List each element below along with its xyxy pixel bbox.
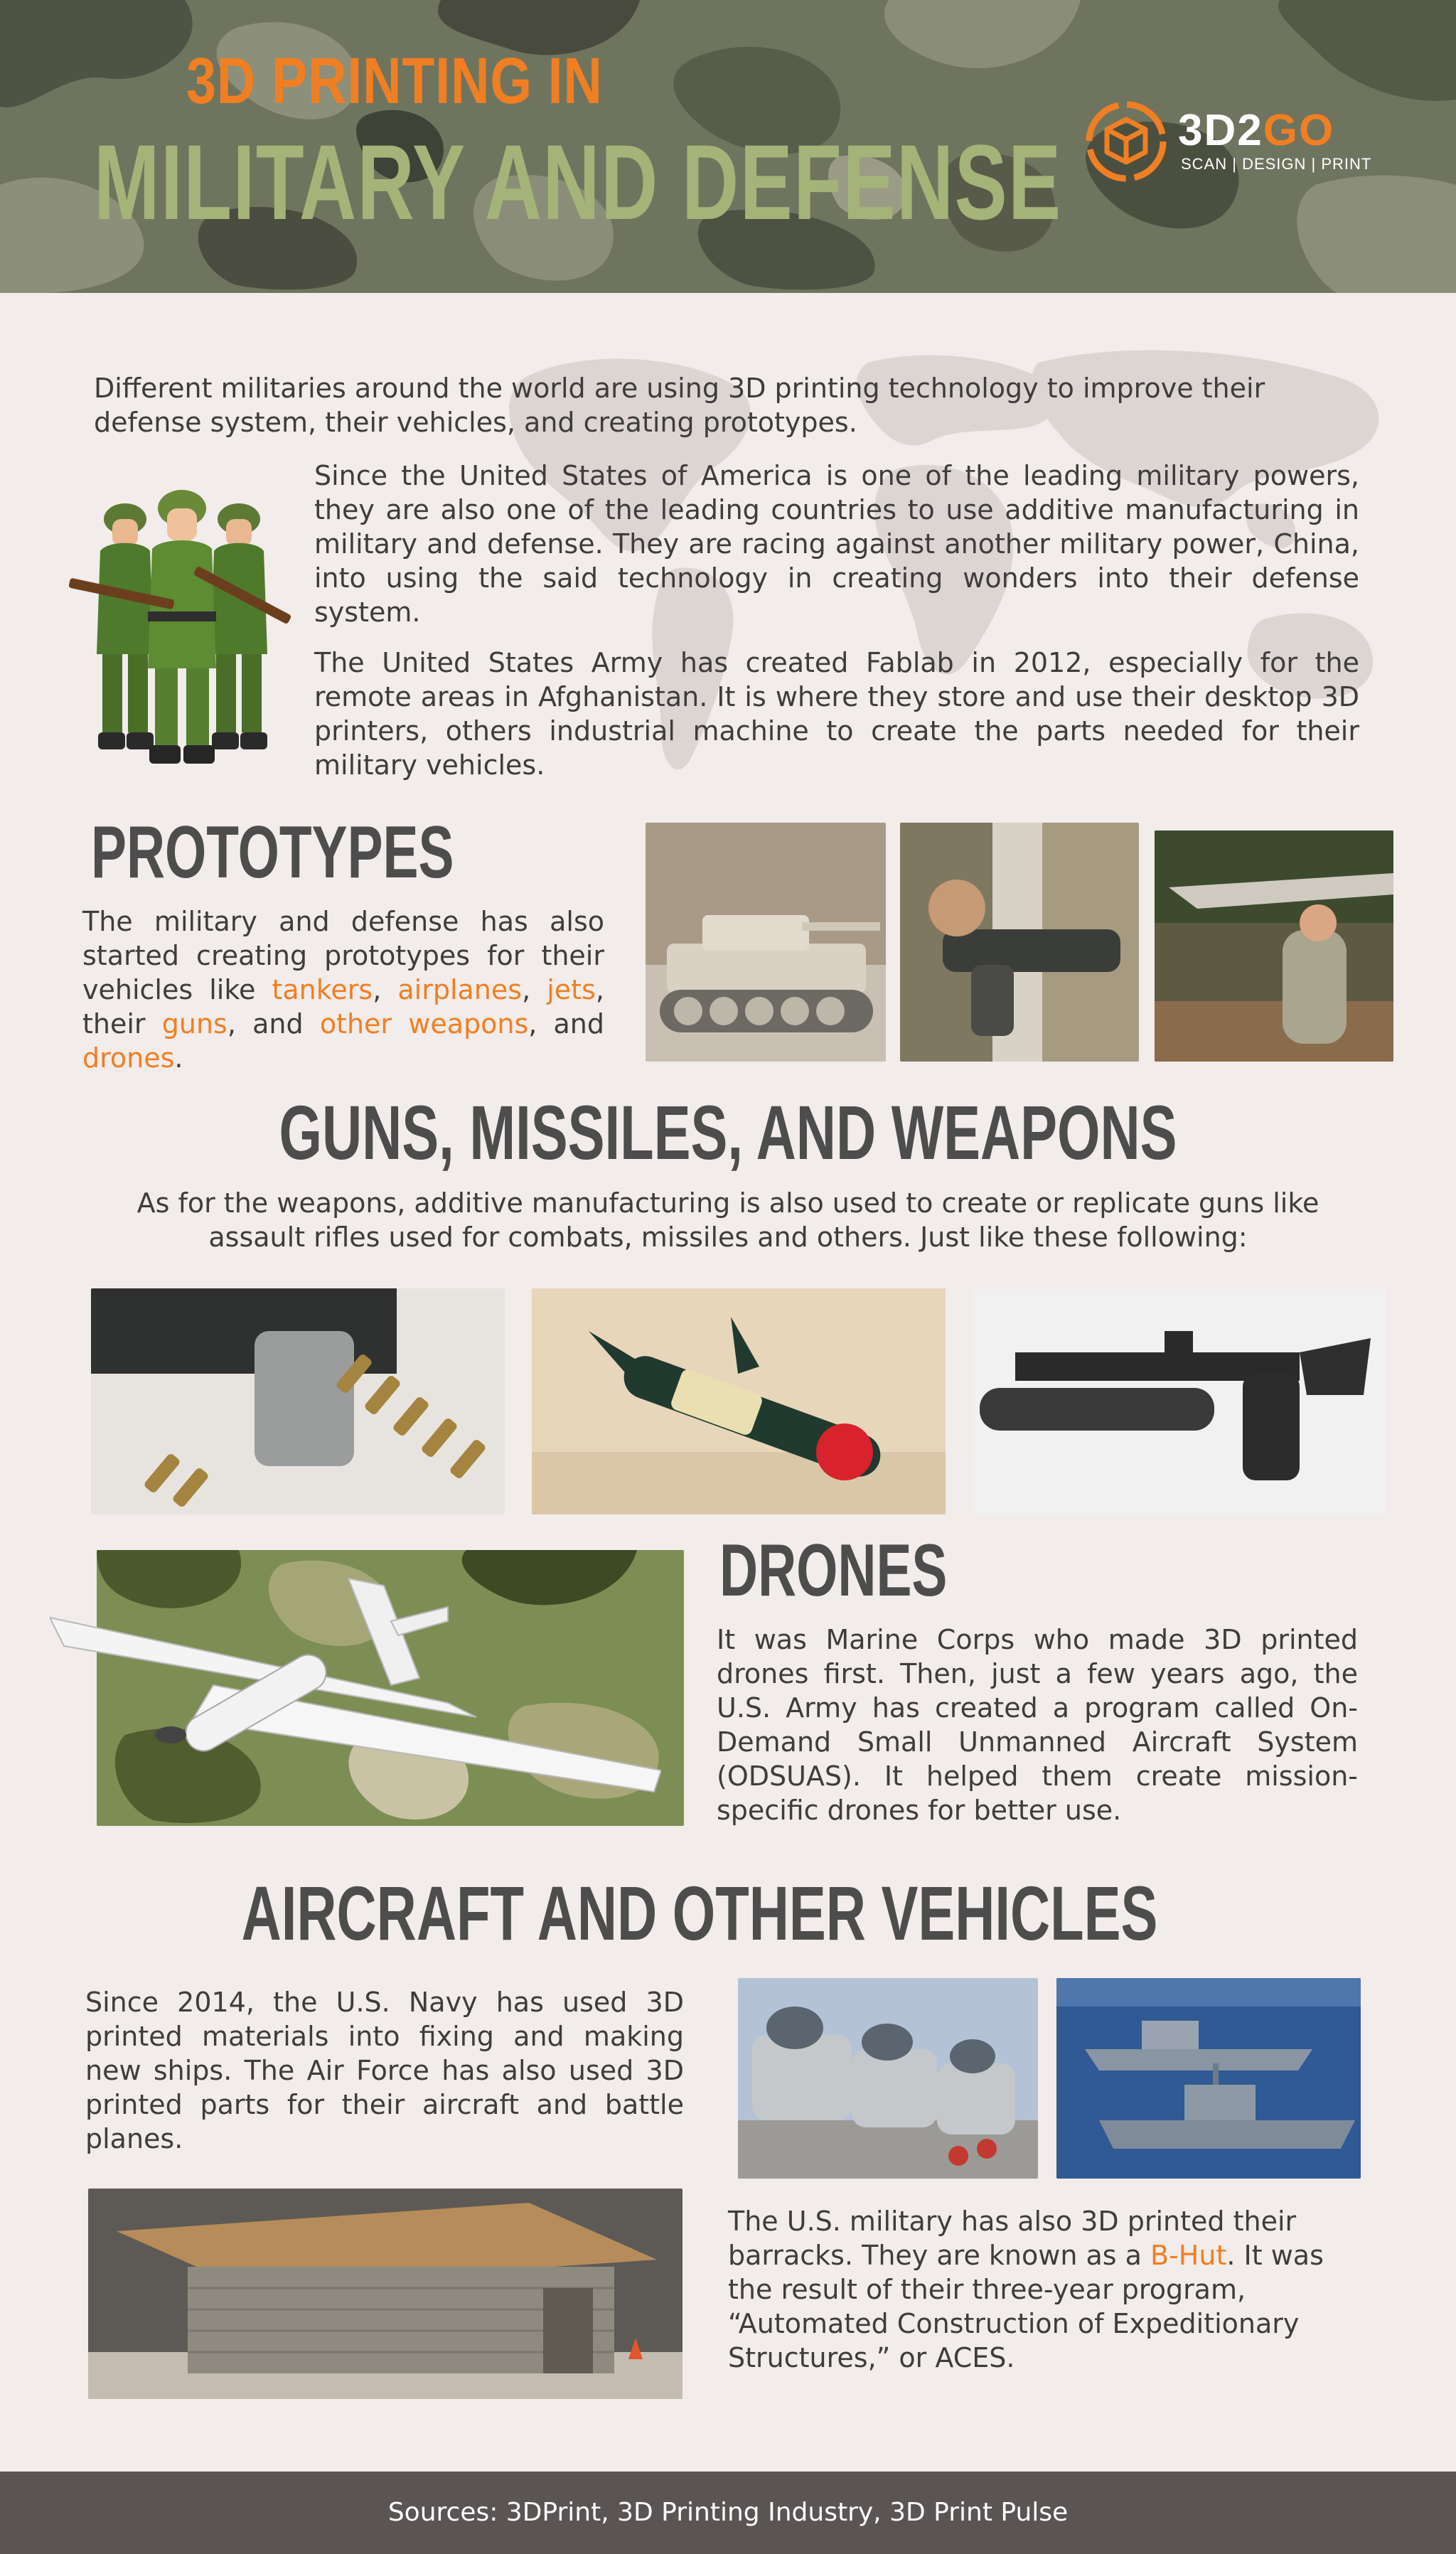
drones-text: It was Marine Corps who made 3D printed drones first. Then, just a few years ago, the U.S. Army has created a program called On-Demand Small Unmanned Aircraft System (ODSUAS). It helped them create mission-specific drones for better use. (717, 1624, 1358, 1826)
usa-leading-paragraph: Since the United States of America is one of the leading military powers, they are also one of the leading countries to use additive manufacturing in military and defense. They are racing against another military power, China, into using the said technology in creating wonders into their defense system. (314, 460, 1359, 628)
aircraft-text: Since 2014, the U.S. Navy has used 3D printed materials into fixing and making new ships. The Air Force has also used 3D printed parts for their aircraft and battle planes. (85, 1987, 684, 2154)
tank-prototype-photo (646, 823, 886, 1062)
drones-title: DRONES (719, 1529, 948, 1612)
b-hut-link[interactable]: B-Hut (1150, 2240, 1227, 2271)
prototypes-link-drones[interactable]: drones (82, 1042, 175, 1074)
drone-launch-photo (1155, 830, 1393, 1062)
missile-photo (532, 1288, 946, 1514)
ammunition-photo (91, 1288, 505, 1514)
prototypes-link-guns[interactable]: guns (161, 1008, 228, 1040)
prototypes-separator-3: , their (82, 974, 604, 1040)
logo-name-part1: 3D2 (1178, 106, 1263, 155)
drone-model-image (50, 1564, 661, 1806)
logo-name-part2: GO (1263, 106, 1335, 155)
aircraft-title: AIRCRAFT AND OTHER VEHICLES (241, 1870, 1158, 1956)
header-banner (0, 0, 1456, 293)
soldiers-illustration (68, 469, 296, 768)
fablab-paragraph: The United States Army has created Fablab in 2012, especially for the remote areas in Afghanistan. It is where they store and use their desktop 3D printers, others industrial machine to create the parts needed for their military vehicles. (314, 647, 1359, 781)
b-hut-barracks-photo (88, 2189, 682, 2399)
prototypes-separator-4: , and (227, 1008, 320, 1040)
weapons-title: GUNS, MISSILES, AND WEAPONS (279, 1089, 1177, 1175)
fighter-jets-photo (738, 1978, 1038, 2179)
logo-tagline: SCAN | DESIGN | PRINT (1181, 155, 1372, 173)
brand-logo[interactable] (1084, 100, 1372, 185)
prototypes-link-jets[interactable]: jets (547, 974, 596, 1005)
footer-bar (0, 2472, 1456, 2554)
prototypes-separator-5: , and (528, 1008, 605, 1040)
prototypes-text-end: . (174, 1042, 183, 1074)
intro-text: Different militaries around the world are using 3D printing technology to improve their defense system, their vehicles, and creating prototypes. (94, 373, 1265, 438)
prototypes-text-start: The military and defense has also started creating prototypes for their vehicles like (82, 906, 604, 1005)
header-title-top: 3D PRINTING IN (186, 45, 603, 117)
navy-ships-photo (1056, 1978, 1361, 2179)
prototypes-separator-2: , (522, 974, 547, 1005)
barracks-text-end: . It was the result of their three-year program, “Automated Construction of Expeditionary Structures,” or ACES. (728, 2240, 1324, 2373)
prototypes-title: PROTOTYPES (91, 811, 454, 894)
weapons-text: As for the weapons, additive manufacturing is also used to create or replicate guns like assault rifles used for combats, missiles and others. Just like these following: (136, 1187, 1320, 1253)
prototypes-link-tankers[interactable]: tankers (272, 974, 373, 1005)
header-title-main: MILITARY AND DEFENSE (94, 122, 1062, 242)
logo-name (1178, 105, 1334, 156)
prototypes-text (82, 904, 604, 1075)
prototypes-link-other-weapons[interactable]: other weapons (319, 1008, 529, 1040)
barracks-text-start: The U.S. military has also 3D printed their barracks. They are known as a (728, 2206, 1297, 2271)
sources-text: Sources: 3DPrint, 3D Printing Industry, 3D Print Pulse (387, 2498, 1069, 2527)
barracks-text (728, 2204, 1354, 2375)
grenade-launcher-photo (973, 1288, 1386, 1514)
logo-cube-icon (1084, 100, 1168, 183)
prototypes-link-airplanes[interactable]: airplanes (397, 974, 523, 1005)
prototypes-separator-1: , (373, 974, 398, 1005)
rifle-prototype-photo (900, 823, 1139, 1062)
